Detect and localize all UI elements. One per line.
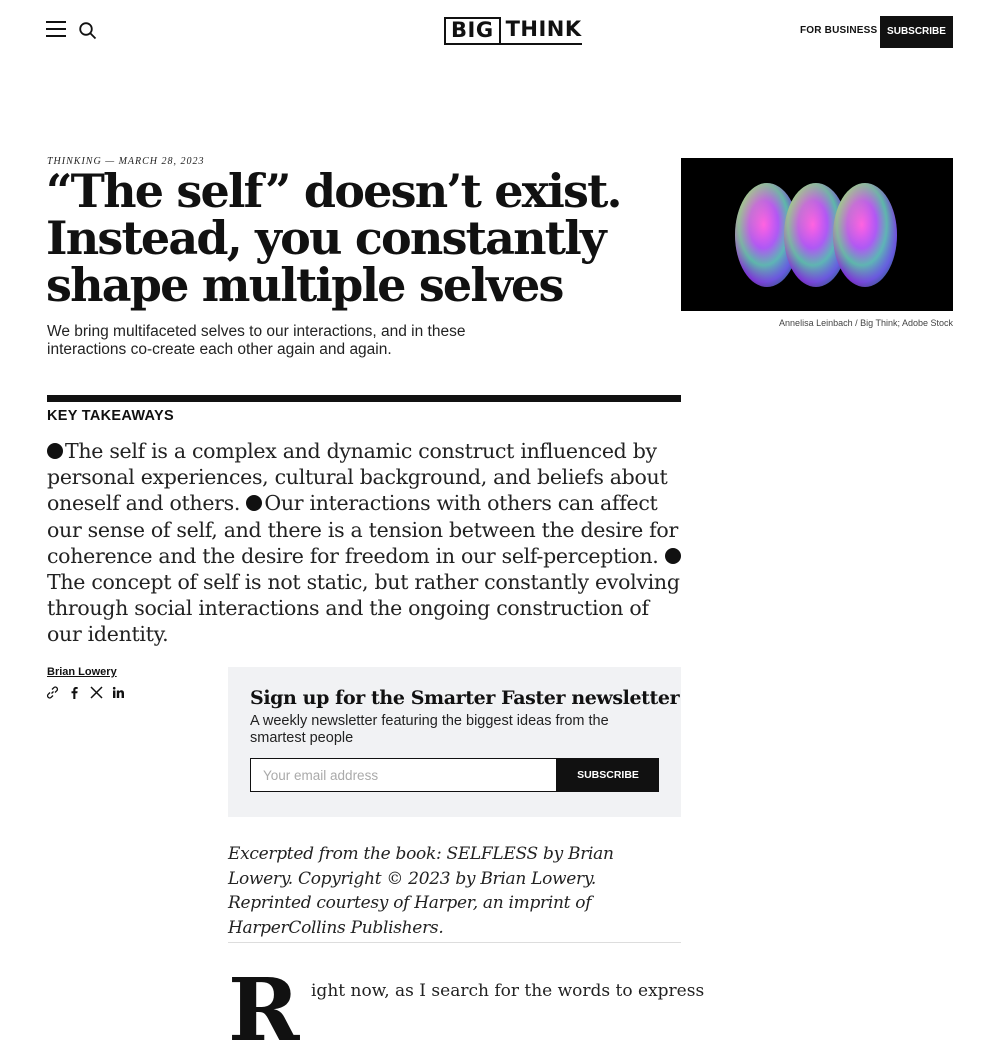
linkedin-icon[interactable] (112, 686, 125, 699)
takeaways-rule (47, 395, 681, 402)
x-icon[interactable] (90, 686, 103, 699)
takeaway-item: The self is a complex and dynamic construct influenced by personal experiences, cultural background, and beliefs about oneself and others. (47, 439, 668, 516)
newsletter-title: Sign up for the Smarter Faster newsletter (250, 687, 680, 709)
image-caption: Annelisa Leinbach / Big Think; Adobe Stock (779, 318, 953, 328)
site-logo[interactable] (444, 17, 582, 45)
takeaway-item: The concept of self is not static, but rather constantly evolving through social interactions and the ongoing construction of our identity. (47, 570, 680, 647)
category-link[interactable]: THINKING (47, 156, 102, 167)
logo-big-text: BIG (444, 17, 501, 45)
share-bar (46, 686, 125, 699)
article-dek: We bring multifaceted selves to our interactions, and in these interactions co-create each other again and again. (47, 323, 466, 358)
subscribe-button[interactable]: SUBSCRIBE (880, 16, 953, 48)
takeaway-item: Our interactions with others can affect our sense of self, and there is a tension between the desire for coherence and the desire for freedom in our self-perception. (47, 491, 678, 568)
drop-cap: R (228, 960, 300, 1061)
body-first-line: ight now, as I search for the words to express (311, 981, 705, 1001)
link-icon[interactable] (46, 686, 59, 699)
site-header (0, 0, 1000, 64)
logo-think-text: THINK (501, 17, 582, 45)
bullet-icon (246, 495, 262, 511)
author-link[interactable]: Brian Lowery (47, 666, 117, 678)
hamburger-menu-icon[interactable] (46, 21, 66, 41)
email-field[interactable] (250, 758, 557, 792)
bullet-icon (665, 548, 681, 564)
book-excerpt-note: Excerpted from the book: SELFLESS by Brian Lowery. Copyright © 2023 by Brian Lowery. Reprinted courtesy of Harper, an imprint of HarperCollins Publishers. (228, 844, 614, 938)
facebook-icon[interactable] (68, 686, 81, 699)
article-headline: “The self” doesn’t exist. Instead, you constantly shape multiple selves (46, 164, 621, 312)
newsletter-subscribe-button[interactable]: SUBSCRIBE (557, 758, 659, 792)
newsletter-signup (228, 667, 681, 817)
key-takeaways-list (47, 438, 687, 648)
section-divider (228, 942, 681, 943)
newsletter-description: A weekly newsletter featuring the biggest ideas from the smartest people (250, 713, 609, 746)
search-icon[interactable] (78, 21, 98, 41)
face-right (833, 183, 897, 287)
bullet-icon (47, 443, 63, 459)
for-business-link[interactable]: FOR BUSINESS (800, 25, 878, 36)
key-takeaways-label: KEY TAKEAWAYS (47, 408, 174, 424)
publish-date: MARCH 28, 2023 (118, 156, 205, 167)
hero-image (681, 158, 953, 311)
kicker-separator: — (101, 156, 119, 167)
